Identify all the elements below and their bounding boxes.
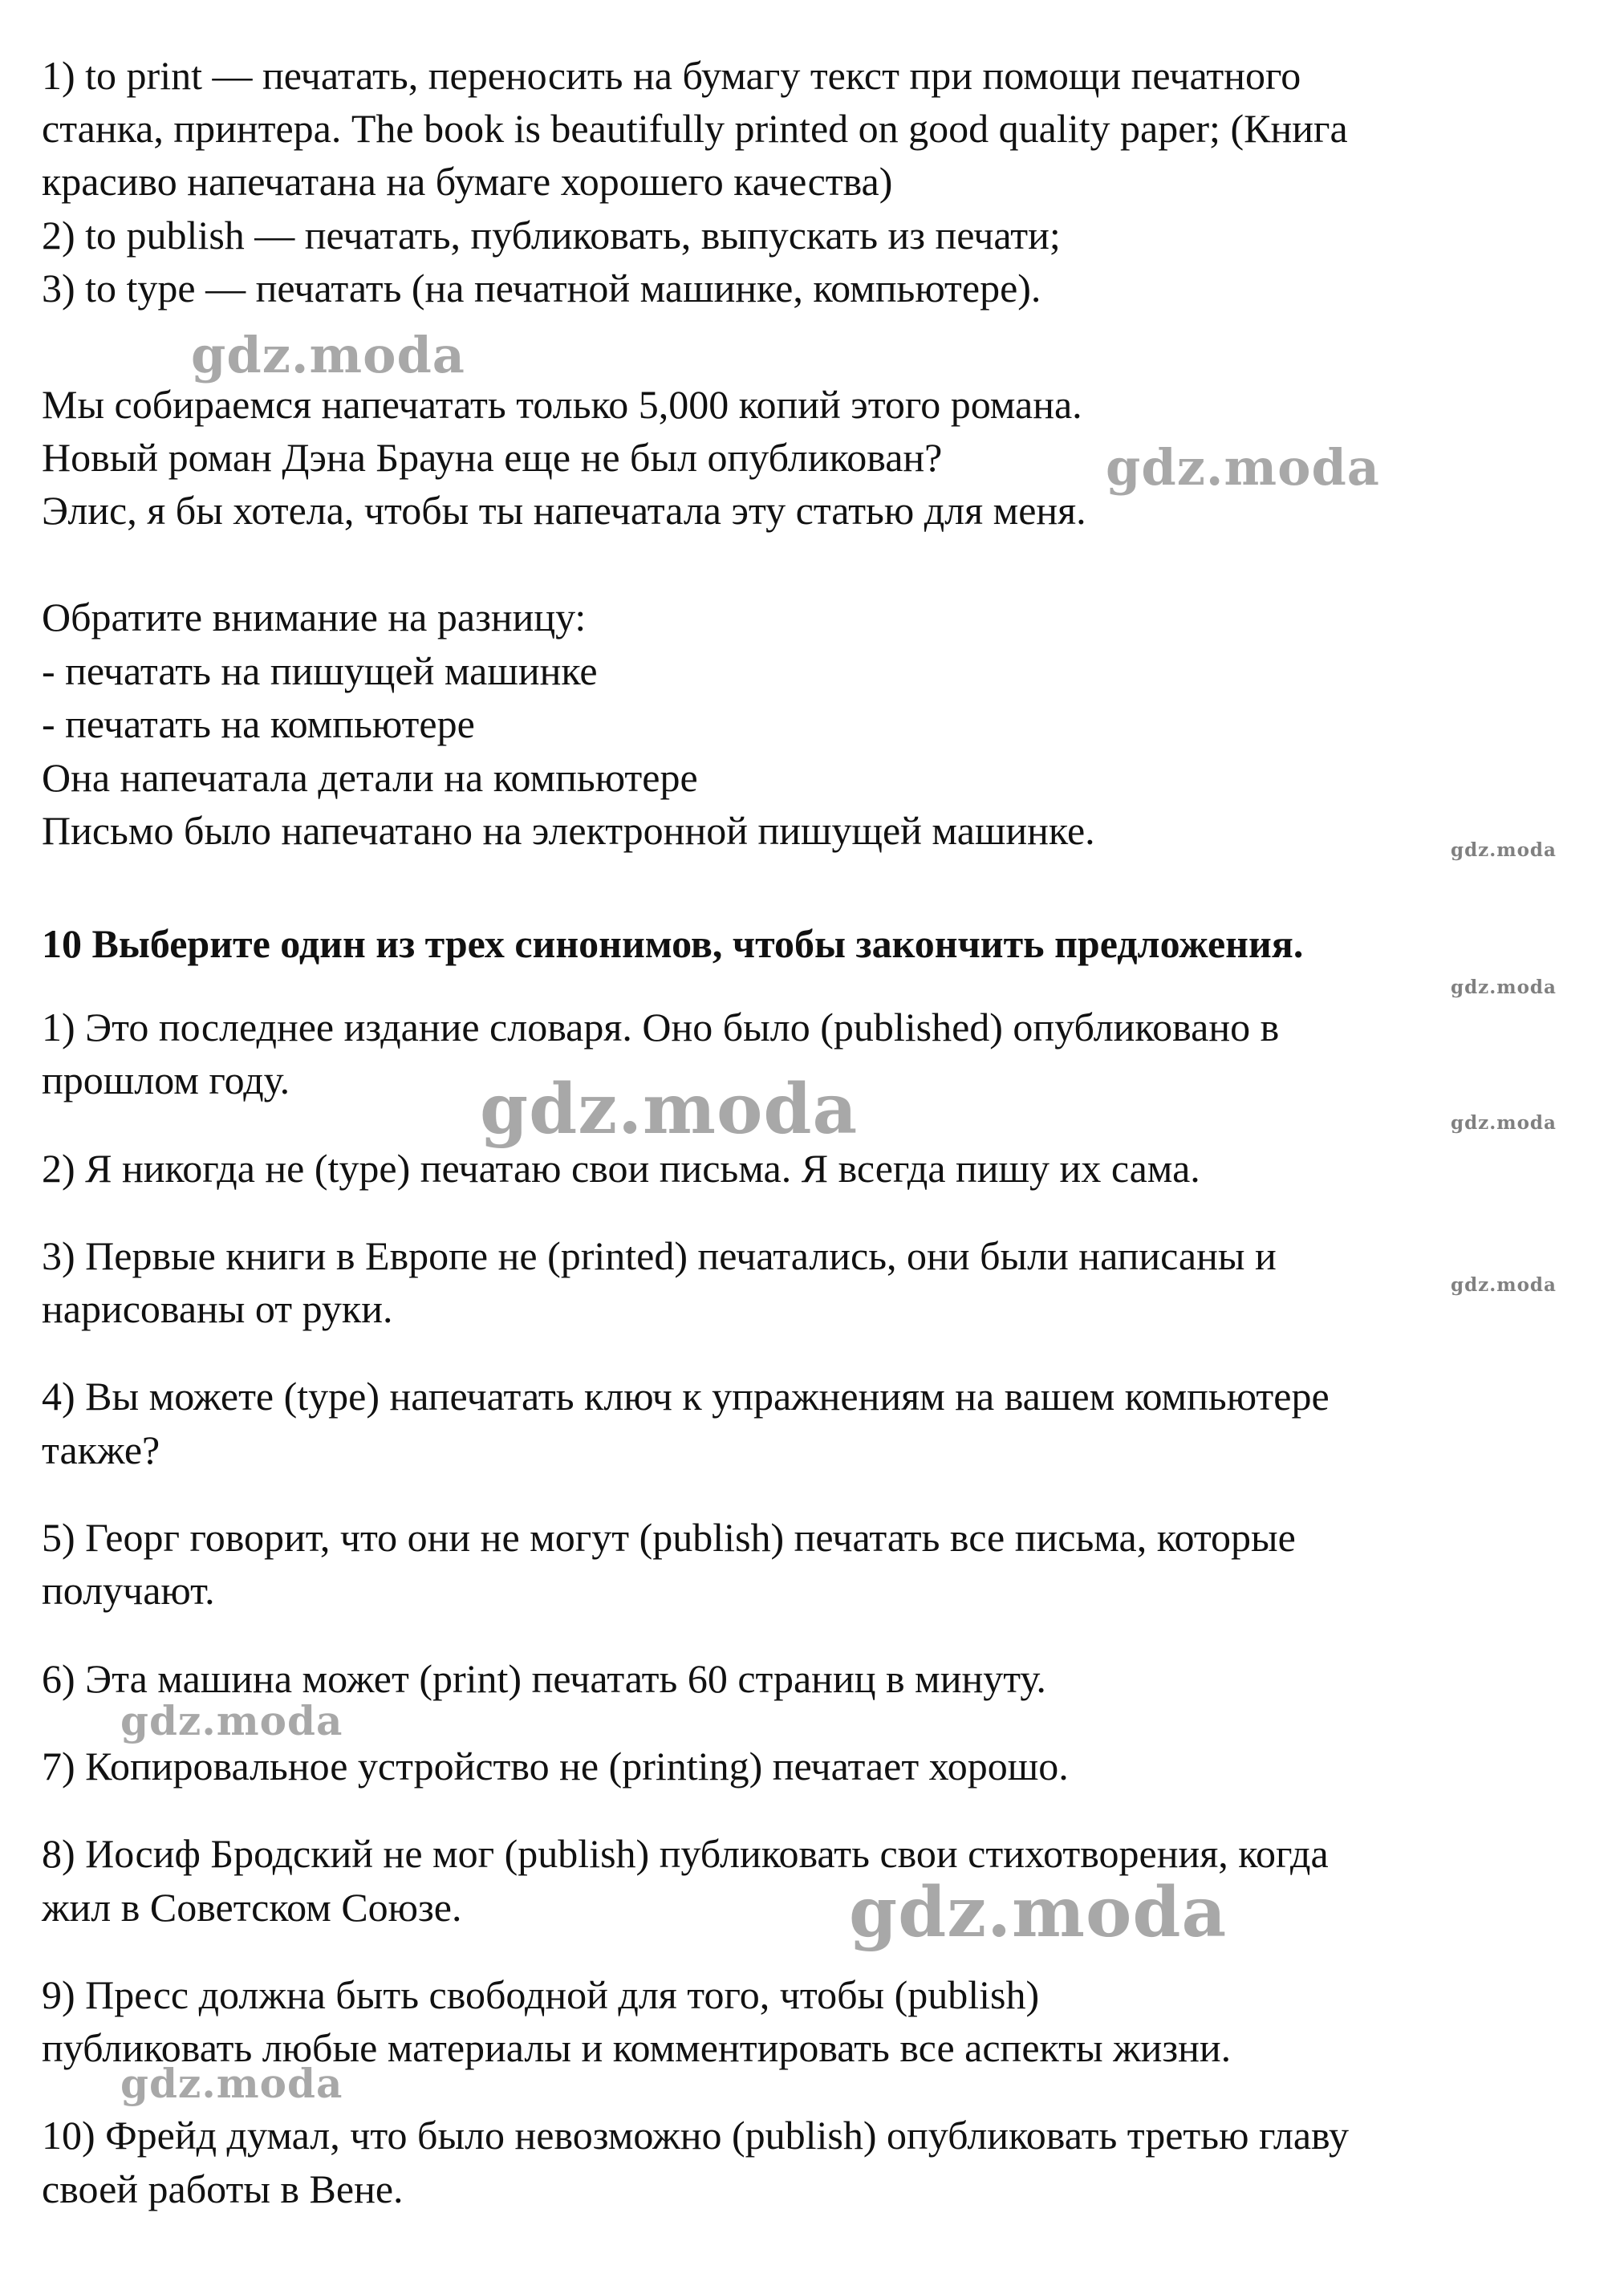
exercise-line: 8) Иосиф Бродский не мог (publish) публиковать свои стихотворения, когда (42, 1831, 1329, 1876)
exercise-line: также? (42, 1427, 160, 1472)
note-line: Обратите внимание на разницу: (42, 595, 587, 640)
watermark: gdz.moda (1451, 839, 1557, 861)
example-line: Элис, я бы хотела, чтобы ты напечатала эту статью для меня. (42, 488, 1086, 533)
exercise-line: своей работы в Вене. (42, 2166, 404, 2211)
exercise-line: прошлом году. (42, 1058, 290, 1102)
exercise-line: 10) Фрейд думал, что было невозможно (publish) опубликовать третью главу (42, 2113, 1349, 2158)
definition-line: 3) to type — печатать (на печатной машинке, компьютере). (42, 266, 1041, 311)
watermark: gdz.moda (1106, 438, 1380, 497)
watermark: gdz.moda (480, 1069, 859, 1150)
example-line: Новый роман Дэна Брауна еще не был опубликован? (42, 435, 943, 480)
definition-line: 1) to print — печатать, переносить на бумагу текст при помощи печатного (42, 53, 1301, 98)
note-line: - печатать на пишущей машинке (42, 648, 598, 693)
note-line: Она напечатала детали на компьютере (42, 755, 698, 800)
definition-line: станка, принтера. The book is beautifully printed on good quality paper; (Книга (42, 106, 1348, 151)
exercise-line: нарисованы от руки. (42, 1286, 393, 1331)
example-line: Мы собираемся напечатать только 5,000 копий этого романа. (42, 382, 1082, 427)
watermark: gdz.moda (849, 1872, 1228, 1953)
exercise-line: 5) Георг говорит, что они не могут (publish) печатать все письма, которые (42, 1515, 1296, 1560)
note-line: - печатать на компьютере (42, 701, 475, 746)
watermark: gdz.moda (1451, 1112, 1557, 1134)
watermark: gdz.moda (120, 2060, 343, 2107)
exercise-line: 2) Я никогда не (type) печатаю свои письма. Я всегда пишу их сама. (42, 1146, 1200, 1191)
definition-line: красиво напечатана на бумаге хорошего качества) (42, 159, 893, 204)
watermark: gdz.moda (1451, 977, 1557, 998)
watermark: gdz.moda (1451, 1274, 1557, 1296)
definition-line: 2) to publish — печатать, публиковать, выпускать из печати; (42, 213, 1061, 258)
note-line: Письмо было напечатано на электронной пишущей машинке. (42, 808, 1095, 853)
exercise-line: 6) Эта машина может (print) печатать 60 страниц в минуту. (42, 1656, 1046, 1701)
exercise-line: 4) Вы можете (type) напечатать ключ к упражнениям на вашем компьютере (42, 1374, 1330, 1419)
exercise-line: 1) Это последнее издание словаря. Оно было (published) опубликовано в (42, 1005, 1280, 1050)
exercise-line: получают. (42, 1568, 215, 1613)
exercise-line: 9) Пресс должна быть свободной для того, чтобы (publish) (42, 1972, 1040, 2017)
exercise-heading: 10 Выберите один из трех синонимов, чтобы закончить предложения. (42, 921, 1304, 966)
watermark: gdz.moda (191, 326, 465, 384)
exercise-line: жил в Советском Союзе. (42, 1885, 462, 1930)
exercise-line: 7) Копировальное устройство не (printing) печатает хорошо. (42, 1744, 1069, 1789)
exercise-line: 3) Первые книги в Европе не (printed) печатались, они были написаны и (42, 1233, 1277, 1278)
exercise-line: публиковать любые материалы и комментировать все аспекты жизни. (42, 2025, 1232, 2070)
watermark: gdz.moda (120, 1697, 343, 1744)
